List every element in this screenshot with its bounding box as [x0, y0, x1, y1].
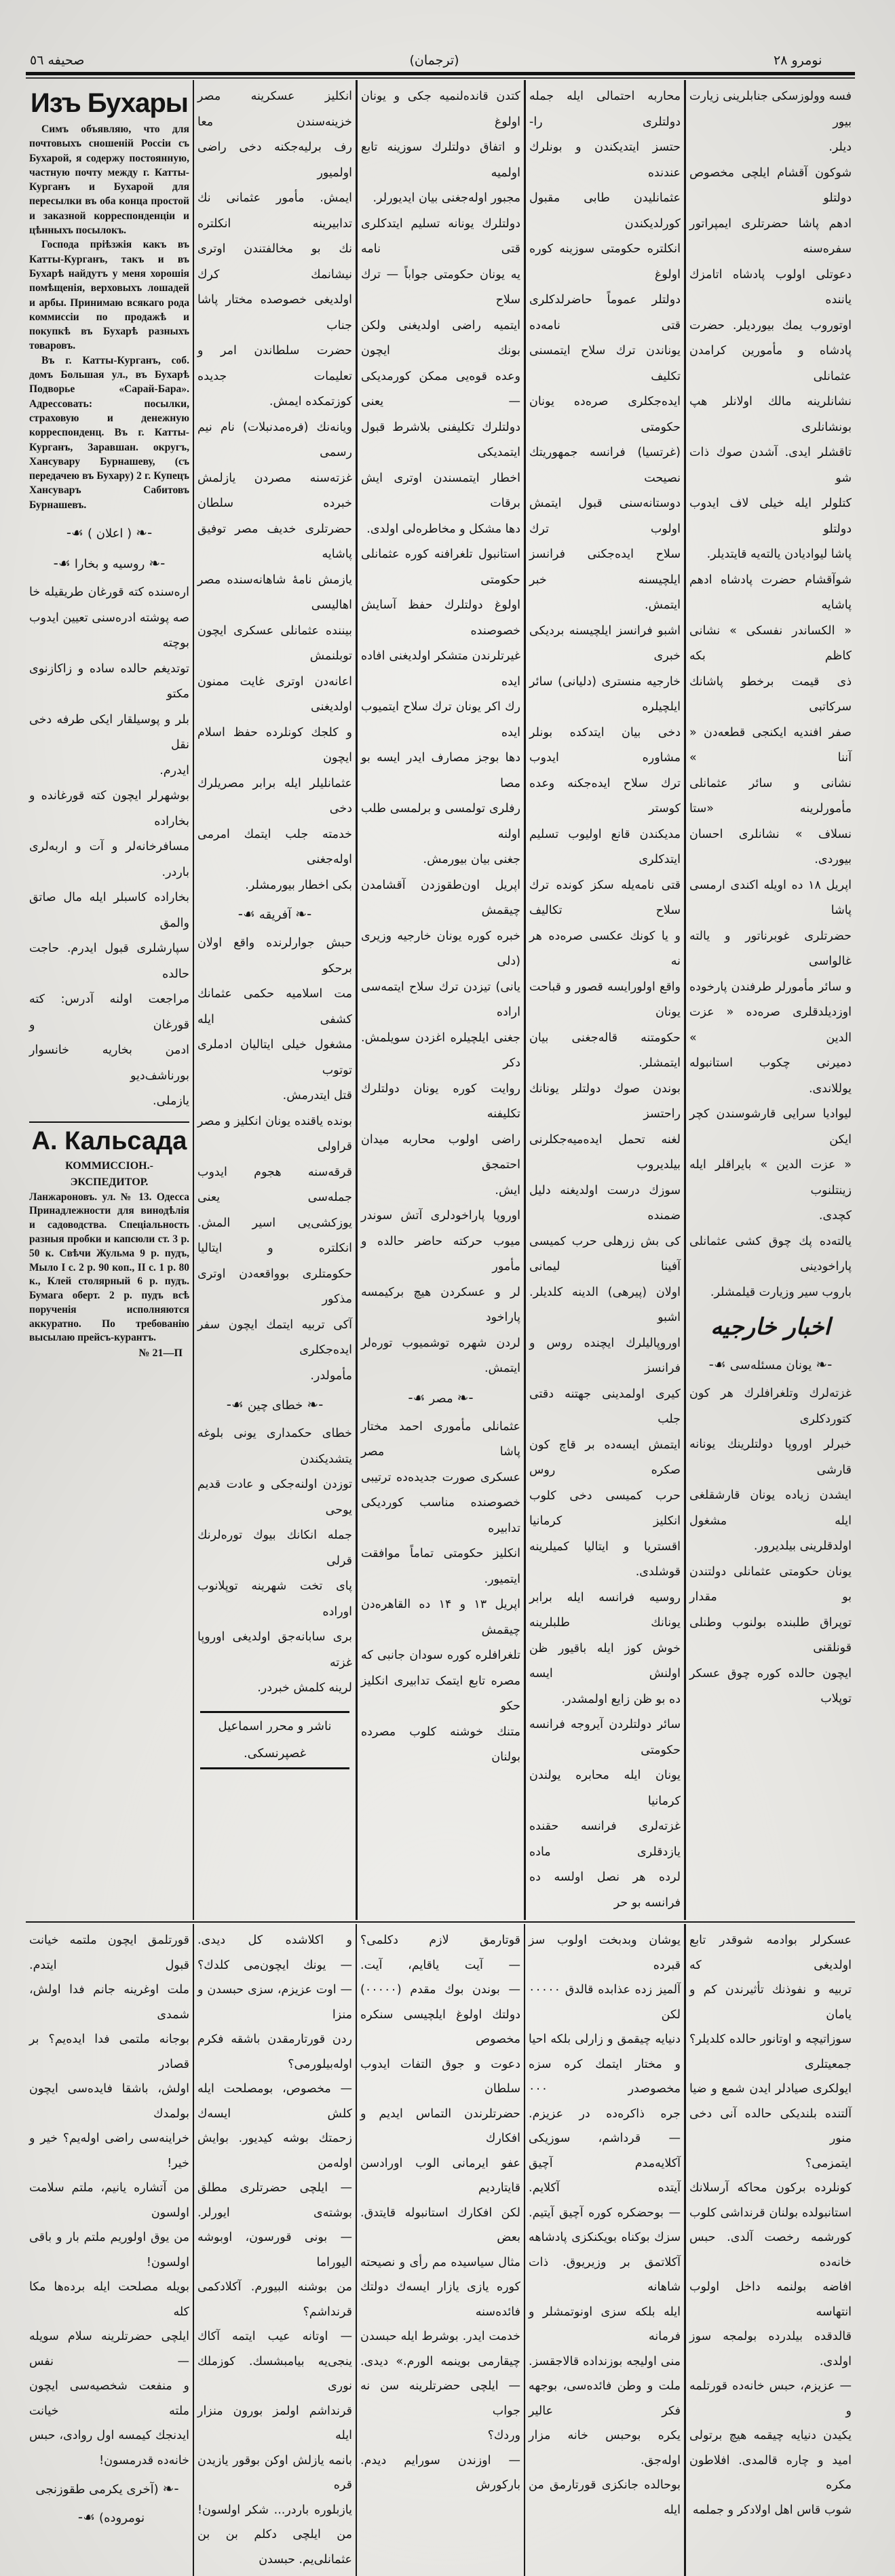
section-heading	[689, 1351, 852, 1379]
text-line: و منفعت شخصیه‌سی ایچون ملته خیانت	[29, 2379, 189, 2418]
column-3-upper	[356, 80, 524, 1920]
text-line: امید و چاره قالمدی. افلاطون مکره	[689, 2453, 852, 2492]
text-line: غیرتلرندن متشکر اولدیغنی افاده ایده	[361, 649, 520, 689]
text-line: خصوصنده مناسب کوردیکی تدابیره	[361, 1496, 520, 1535]
text-line: تربیه و نفوذنك تأثیرندن کم و یامان	[689, 1983, 852, 2022]
text-line: توزدن اولنه‌جکی و عادت قدیم یوحی	[197, 1478, 352, 1517]
russia-bukhara-ad	[29, 519, 189, 1115]
text-line: ایتمش ایسه‌ده بر قاچ کون صکره روس	[529, 1438, 681, 1477]
text-line: پادشاه و مأمورین کرامدن عثمانلی	[689, 344, 852, 383]
section-heading-text: یونان مسئله‌سی	[729, 1358, 812, 1372]
text-line: پاشا لیوادیادن یالته‌یه قایتدیلر.	[706, 547, 852, 561]
text-line: یالته‌ده پك چوق کشی عثمانلی پاراخودینی	[689, 1234, 852, 1273]
text-line: خدمته جلب ایتمك امرمی اوله‌جغنی	[197, 827, 352, 866]
text-line: قرقه‌سنه هجوم ایدوب جمله‌سی یعنی	[197, 1165, 352, 1204]
text-line: من آتشاره یانیم، ملتم سلامت اولسون	[29, 2181, 189, 2220]
bukhara-ad-paragraph: Въ г. Катты-Курганъ, соб. домъ Большая ул., въ Бухарѣ Подворье «Сарай-Бара». Адрессовать: посылки, страховую и денежную корреспонденц. Въ г. Катты-Курганъ, Заравшан. округъ, Хансувару Бурнашеву, (съ передачею въ Бухару) 2 г. Купецъ Хансуваръ Сабитовъ Бурнашевъ.	[29, 354, 189, 511]
text-line: ایشدن زیاده یونان قارشقلغی ایله مشغول	[689, 1488, 852, 1528]
text-line: کوره یازی یازار ایسه‌ك دولتك فائده‌سنه	[360, 2280, 520, 2319]
text-line: خراینه‌سی راضی اوله‌یم؟ خیر و خیر!	[29, 2132, 189, 2170]
section-heading-text: روسیه و بخارا	[74, 557, 145, 572]
text-line: خبره کوره یونان خارجیه وزیری (دلی	[361, 929, 520, 968]
text-line: رف برلیه‌جکنه دخی راضی اولمیور	[197, 140, 352, 180]
text-line: متنك خوشنه کلوب مصرده بولنان	[361, 1725, 520, 1764]
text-line: — مخصوص، بومصلحت ایله کلش ایسه‌ك	[197, 2082, 352, 2121]
text-line: — اوت عزیزم، سزی حبسدن و منزا	[197, 1983, 352, 2022]
text-line: دها بوجز مصارف ایدر ایسه بو مصا	[361, 751, 520, 790]
text-line: اولوغ دولتلرك حفظ آسایش خصوصنده	[361, 598, 520, 638]
text-line: من بوشنه البیورم. آکلادکمی قرنداشم؟	[197, 2280, 352, 2319]
text-line: (غرتسیا) فرانسه جمهوریتك نصیحت	[529, 446, 681, 485]
text-line: جره ذاکره‌ده در عزیزم.	[529, 2107, 681, 2121]
text-line: دها مشکل و مخاطره‌لی اولدی.	[366, 522, 520, 536]
ornament-icon: -❧	[816, 1356, 833, 1372]
section-heading-text: خطای چین	[247, 1398, 303, 1412]
text-line: من یوق اولوریم ملتم بار و باقی اولسون!	[29, 2231, 189, 2269]
text-line: روایت کوره یونان دولتلرك تکلیفنه	[361, 1081, 520, 1121]
bukhara-ad-paragraph: Симъ объявляю, что для почтовыхъ сношеній Россіи съ Бухарой, я содержу постоянную, частную почту между г. Катты-Курганъ и Бухарой для пересылки въ оба конца простой и заказной корреспонденціи и цѣнныхъ посылокъ.	[29, 123, 189, 237]
text-line: ینجی‌یه بیامبشسك. کوزملك نوری	[197, 2354, 352, 2393]
column-1-upper	[26, 80, 193, 1920]
text-line: مسافرخانه‌لر و آت و اربه‌لری باردر.	[29, 840, 189, 879]
text-line: ایمش. مأمور عثمانی نك تدابیرینه انکلتره	[197, 191, 352, 231]
text-line: عفو ایرمانی الوب اورادسن قایتاردیم	[360, 2156, 520, 2195]
text-line: بخاراده کاسبلر ایله مال صاتق والمق	[29, 891, 189, 930]
bukhara-ad-body	[29, 122, 189, 512]
ornament-icon: -❧	[149, 555, 166, 572]
text-line: تاقشلر ایدی. آشدن صوك ذات شو	[689, 446, 852, 485]
text-line: حکومتلری بوواقعه‌دن اوتری مذکور	[197, 1267, 352, 1306]
text-line: — بوحضکره کوره آچیق آیتیم.	[529, 2206, 681, 2220]
text-line: استانبولده بولنان قرنداشی کلوب	[689, 2206, 852, 2220]
column-5-upper	[684, 80, 855, 1920]
page-number: صحیفه ٥٦	[30, 53, 85, 68]
text-line: دولتلر عموماً حاضرلدکلری قتی نامه‌ده	[529, 293, 681, 332]
section-heading	[29, 2475, 189, 2532]
text-line: اشبو فرانسز ایلچیسنه بردیکی خبری	[529, 623, 681, 663]
text-line: سپارشلری قبول ایدرم. حاجت حالده	[29, 942, 189, 981]
column-2-upper	[193, 80, 356, 1920]
ornament-icon: ☙-	[708, 1356, 726, 1372]
text-line: کورشمه رخصت آلدی. حبس خانه‌ده	[689, 2231, 852, 2269]
issue-number: نومرو ٢٨	[774, 53, 822, 68]
text-line: لرده هر نصل اولسه ده فرانسه بو حر	[529, 1870, 681, 1910]
text-line: اپریل ۱۸ ده اویله اکندی ارمسی پاشا	[689, 878, 852, 917]
text-line: یانی) تیزدن ترك سلاح ایتمه‌سی اراده	[361, 980, 520, 1019]
text-line: لرینه کلمش خبردر.	[257, 1681, 352, 1695]
text-line: اعانه‌دن اوتری غایت ممنون اولدیغنی	[197, 674, 352, 714]
text-line: و اتفاق دولتلرك سوزینه تابع اولمیه	[361, 140, 520, 180]
text-line: صه پوشته ادره‌سنی تعیین ایدوب بوچته	[29, 611, 189, 651]
text-line: یونان ایله محابره یولندن کرمانیا	[529, 1769, 681, 1808]
text-line: کچدی.	[818, 1209, 852, 1223]
text-line: عثمانلیدن طابی مقبول کورلدیکندن	[529, 191, 681, 231]
text-line: ایولکری صیادلر ایدن شمع و ضیا	[689, 2082, 852, 2096]
text-line: بکی اخطار بیورمشلر.	[245, 878, 352, 892]
text-line: اولدیغی خصوصده مختار پاشا جناب	[197, 293, 352, 332]
text-line: یازمش نامهٔ شاهانه‌سنده مصر اهالیسی	[197, 573, 352, 612]
text-line: کیری اولمدینی جهتنه دقتی جلب	[529, 1387, 681, 1426]
text-line: — ایلچی حضرتلری مطلق بوشته‌ی ایورلر.	[197, 2181, 352, 2220]
text-line: دعوت و جوق التفات ایدوب سلطان	[360, 2057, 520, 2096]
text-line: ردن قورتارمقدن باشقه فکرم اوله‌بیلورمی؟	[197, 2033, 352, 2071]
newspaper-title: (ترجمان)	[409, 53, 459, 68]
text-line: وعده قوه‌یی ممکن کورمدیکی — یعنی	[361, 369, 520, 408]
text-line: بوجانه ملتمی فدا ایده‌یم؟ بر قصادر	[29, 2033, 189, 2071]
ornament-icon: ☙-	[237, 906, 255, 922]
text-line: چیقارمی بوینمه الورم.» دیدی.	[360, 2354, 520, 2368]
text-line: یازبلوره باردر... شکر اولسون!	[197, 2503, 352, 2517]
text-line: دیلر.	[829, 140, 852, 154]
text-line: بلر و پوسیلقار ایکی طرفه دخی نقل	[29, 712, 189, 752]
text-line: قتی نامه‌یله سکز کونده ترك سلاح تکالیف	[529, 878, 681, 917]
column-3-lower	[356, 1924, 524, 2576]
ornament-icon: ☙-	[53, 555, 71, 572]
text-line: خانه‌ده قدرمسون!	[99, 2453, 189, 2467]
kalsada-ad-subtitle: КОММИССІОН.-ЭКСПЕДИТОР.	[65, 1159, 153, 1188]
text-line: ده بو ظن زایع اولمشدر.	[561, 1692, 681, 1706]
text-line: ادهم پاشا حضرتلری ایمپراتور سفره‌سنه	[689, 216, 852, 256]
text-line: توپراق طلبنده بولنوب وطنلی قونلقنی	[689, 1615, 852, 1655]
text-line: کتلولر ایله خیلی لاف ایدوب دولتلو	[689, 497, 852, 536]
lower-section	[26, 1924, 855, 2576]
text-line: ویانه‌نك (فره‌مدنبلات) نام نیم رسمی	[197, 420, 352, 459]
text-line: حضرتلری غوبرناتور و یالته غالواسی	[689, 929, 852, 968]
text-line: حبش جوارلرنده واقع اولان برحکو	[197, 936, 352, 976]
text-line: ایده‌جکلری صره‌ده یونان حکومتی	[529, 395, 681, 434]
text-line: دوستانه‌سنی قبول ایتمش اولوب ترك	[529, 497, 681, 536]
text-line: بویله مصلحت ایله برده‌ها مکا کله	[29, 2280, 189, 2319]
section-heading	[197, 900, 352, 929]
text-line: بوحالده جانکزی قورتارمق من ایله	[529, 2478, 681, 2517]
text-line: اوروپالیلرك ایچنده روس و فرانسز	[529, 1336, 681, 1375]
page-sheet	[26, 80, 855, 2576]
text-line: غزته‌سنه مصردن یازلمش خبرده سلطان	[197, 471, 352, 510]
text-line: خوش کوز ایله باقیور ظن اولنش ایسه	[529, 1641, 681, 1680]
text-line: ترك سلاح ایده‌جکنه وعده کوستر	[529, 776, 681, 815]
text-line: ملت اوغرینه جانم فدا اولش، شمدی	[29, 1983, 189, 2022]
text-line: لر و عسکردن هیچ برکیمسه پاراخود	[361, 1285, 520, 1324]
text-line: خدمت ایدر. بوشرط ایله حبسدن	[360, 2330, 520, 2343]
section-heading	[361, 1384, 520, 1412]
text-line: انکلتره حکومتی سوزینه کوره اولوغ	[529, 242, 681, 282]
text-line: حتسز ایتدیکندن و بونلرك عندنده	[529, 140, 681, 180]
text-line: سوزاتیچه و اوتانور حالده کلدیلر؟ جمعیتلری	[689, 2033, 852, 2071]
text-line: جغنی بیان بیورمش.	[423, 853, 520, 866]
text-line: یازملی.	[153, 1094, 189, 1109]
text-line: یکره بوحبس خانه مزار اوله‌جق.	[529, 2429, 681, 2467]
text-line: انکلیز حکومتی تماماً موافقت ایتمیور.	[361, 1547, 520, 1586]
section-heading	[29, 519, 189, 547]
text-line: رك اکر یونان ترك سلاح ایتمیوب ایده	[361, 700, 520, 739]
text-line: ایش.	[495, 1183, 520, 1197]
text-line: اپریل اون‌طقوزدن آقشامدن چیقمش	[361, 878, 520, 917]
text-line: شوآقشام حضرت پادشاه ادهم پاشایه	[689, 573, 852, 612]
text-line: یه یونان حکومتی جواباً — ترك سلاح	[361, 267, 520, 307]
upper-section	[26, 80, 855, 1920]
text-line: جغنی ایلچیلره اغزدن سویلمش. دکر	[361, 1031, 520, 1070]
text-line: فسه وولوزسکی جنابلرینی زیارت بیور	[689, 90, 852, 129]
text-line: ایله بلکه سزی اونوتمشلر و فرمانه	[529, 2305, 681, 2343]
text-line: شوب قاس اهل اولادکر و جملمه	[692, 2503, 852, 2517]
text-line: اخطار ایتمسندن اوتری ایش برقات	[361, 471, 520, 510]
text-line: ایدرم.	[159, 763, 189, 777]
text-line: حرب کمیسی دخی کلوب انکلیز کرمانیا	[529, 1488, 681, 1528]
column-4-upper	[524, 80, 684, 1920]
text-line: من ایلچی دکلم بن بن عثمانلی‌یم. حبسدن	[197, 2528, 352, 2567]
section-heading-text: آفریقه	[259, 908, 292, 922]
text-line: لغنه تحمل ایده‌میه‌جکلرنی بیلدیروب	[529, 1132, 681, 1172]
column-4-lower	[524, 1924, 684, 2576]
text-line: ایتمش.	[644, 598, 681, 612]
text-line: آکلاتمق بر وزیریوق. ذات شاهانه	[529, 2255, 681, 2294]
text-line: اره‌سنده کته قورغان طریقیله خا	[29, 585, 189, 600]
text-line: بیننده عثمانلی عسکری ایچون توبلنمش	[197, 623, 352, 663]
text-line: خارجیه منستری (دلیانی) سائر ایلچیلره	[529, 674, 681, 714]
text-line: « عزت الدین » بایراقلر ایله زینتلنوب	[689, 1158, 852, 1197]
header-rule-thin	[26, 77, 855, 79]
publisher-imprint: ناشر و محرر اسماعیل غصپرنسکی.	[200, 1711, 349, 1769]
ornament-icon: ☙-	[226, 1396, 244, 1412]
text-line: قوتارمق لازم دکلمی؟	[360, 1934, 520, 1947]
text-line: وردك؟	[487, 2429, 520, 2442]
text-line: محاربه احتمالی ایله جمله دولتلری را-	[529, 90, 681, 129]
text-line: و کلجك کونلرده حفظ اسلام ایچون	[197, 725, 352, 765]
text-line: قتل ایتدرمش.	[282, 1089, 352, 1102]
text-line: بانمه یازلش اوکن بوقور یازیدن قره	[197, 2453, 352, 2492]
text-line: صفر افندیه ایکنجی قطعه‌دن « آننا »	[689, 725, 852, 765]
text-line: تلغرافلره کوره سودان جانبی که	[361, 1649, 520, 1662]
text-line: نسلاف » نشانلری احسان بیوردی.	[689, 827, 852, 866]
text-line: آلتنده بلندیکی حالده آنی دخی منور	[689, 2107, 852, 2145]
text-line: غزته‌لرك وتلغرافلرك هر کون کتوردکلری	[689, 1387, 852, 1426]
text-line: بوندن صوك دولتلر یونانك راحتسز	[529, 1081, 681, 1121]
text-line: نك بو مخالفتندن اوتری نیشانمك کرك	[197, 242, 352, 282]
text-line: سلاح ایده‌جکنی فرانسز ایلچیسنه خبر	[529, 547, 681, 587]
ornament-icon: -❧	[307, 1396, 324, 1412]
text-line: مجبور اوله‌جغنی بیان ایدیورلر.	[373, 191, 520, 205]
text-line: و یا کونك عکسی صره‌ده هر نه	[529, 929, 681, 968]
text-line: — قرداشم، سوزیکی آکلایه‌مدم آچیق	[529, 2132, 681, 2170]
text-line: — اوزندن سورایم دیدم. بارکورش	[360, 2453, 520, 2492]
text-line: دولتلرك یونانه تسلیم ایتدکلری قتی نامه	[361, 216, 520, 256]
text-line: روسیه فرانسه ایله برابر یونانك طلبلرینه	[529, 1590, 681, 1630]
ornament-icon: ☙-	[408, 1389, 425, 1406]
text-line: — اوتانه عیب ایتمه آکاك	[197, 2330, 352, 2343]
text-line: دنیایه چیقمق و زارلی بلکه احیا	[529, 2033, 681, 2046]
text-line: ایچون حالده کوره چوق عسکر توپلاب	[689, 1666, 852, 1706]
text-line: — بونی قورسون، اوبوشه الیوراما	[197, 2231, 352, 2269]
text-line: مت اسلامیه حکمی عثمانك کشفی ایله	[197, 987, 352, 1026]
text-line: قالدقده بیلدرده بولمجه سوز اولدی.	[689, 2330, 852, 2368]
column-2-lower	[193, 1924, 356, 2576]
text-line: دمیرنی چکوب استانبوله یوللاندی.	[689, 1056, 852, 1096]
text-line: لیوادیا سرایی قارشوسندن کچر ایکن	[689, 1107, 852, 1147]
text-line: سزك بوکناه بویکنکزی پادشاهه	[529, 2231, 681, 2244]
text-line: سوزك درست اولدیغنه دلیل ضمنده	[529, 1183, 681, 1223]
text-line: یوزکشی‌یی اسیر المش. انکلتره و ایتالیا	[197, 1216, 352, 1255]
text-line: راضی اولوب محاربه میدان احتمجق	[361, 1132, 520, 1172]
text-line: دولتك اولوغ ایلچیسی سنکره مخصوص	[360, 2007, 520, 2046]
text-line: توتدیغم حالده ساده و زاکازنوی مکتو	[29, 661, 189, 701]
ornament-icon: -❧	[136, 524, 153, 541]
text-line: یکیدن دنیایه چیقمه هیچ برتولی	[689, 2429, 852, 2442]
text-line: کوزتمکده ایمش.	[269, 395, 352, 408]
bukhara-ad-title: Изъ Бухары	[31, 88, 188, 118]
text-line: اوزدیلدقلری صره‌ده « عزت الدین »	[689, 1005, 852, 1045]
text-line: مثال سیاسیده مم رأی و نصیحته	[360, 2255, 520, 2269]
text-line: غزته‌لری فرانسه حقنده یازدقلری ماده	[529, 1820, 681, 1859]
text-line: — عزیزم، حبس خانه‌ده قورتلمه و	[689, 2379, 852, 2418]
text-line: — آیت یاقایم، آیت.	[360, 1958, 520, 1972]
text-line: قورتلمق ایچون ملتمه خیانت قبول ایتدم.	[29, 1934, 189, 1972]
text-line: ادمن بخاریه خانسوار بورناشف‌دیو	[29, 1043, 189, 1083]
text-line: مراجعت اولنه آدرس: کته قورغان و	[29, 993, 189, 1032]
text-line: بری سابانه‌جق اولدیغی اوروپا غزته	[197, 1630, 352, 1670]
text-line: منی اولیجه بوزنداده قالاجقسز.	[529, 2354, 681, 2368]
text-line: حضرتلرندن التماس ایدیم و افکارك	[360, 2107, 520, 2145]
text-line: عثمانلی مأموری احمد مختار پاشا مصر	[361, 1419, 520, 1459]
text-line: باروب سیر وزیارت قیلمشلر.	[710, 1285, 852, 1299]
text-line: بونده یاقنده یونان انکلیز و مصر قراولی	[197, 1114, 352, 1153]
text-line: اولدقلرینی بیلدیرور.	[753, 1539, 852, 1553]
text-line: نشانلرینه مالك اولانلر هپ بونشانلری	[689, 395, 852, 434]
text-line: ایلچی حضرتلرینه سلام سویله — نفس	[29, 2330, 189, 2368]
text-line: یوناندن ترك سلاح ایتمسنی تکلیف	[529, 344, 681, 383]
ornament-icon: ☙-	[66, 524, 83, 541]
bukhara-ad-paragraph: Господа пріѣзжія какъ въ Катты-Курганъ, такъ и въ Бухарѣ найдутъ у меня хорошія помѣщенія, верховыхъ лошадей и арбы. Принимаю всякаго рода коммиссіи по продажѣ и покупкѣ въ Бухарѣ разныхъ товаровъ.	[29, 239, 189, 352]
text-line: — یونك ایچون‌می کلدك؟	[197, 1958, 352, 1972]
text-line: لکن افکارك استانبوله قایتدق. بعض	[360, 2206, 520, 2244]
text-line: ایدنجك کیمسه اول روادی، حبس	[29, 2429, 189, 2442]
text-line: نشانی و سائر عثمانلی مأمورلرینه «ستا	[689, 776, 852, 815]
text-line: شوکون آقشام ایلچی مخصوص دولتلو	[689, 166, 852, 205]
text-line: و سائر مأمورلر طرفندن پارخوده	[689, 980, 852, 994]
text-line: دولتلرك تکلیفنی بلاشرط قبول ایتمدیکی	[361, 420, 520, 459]
text-line: کی بش زرهلی حرب کمیسی آفینا لیمانی	[529, 1234, 681, 1273]
text-line: پای تخت شهرینه توپلانوب اوراده	[197, 1579, 352, 1619]
section-heading	[197, 1391, 352, 1419]
column-1-lower	[26, 1924, 193, 2576]
text-line: عسکری صورت جدیده‌ده ترتیبی	[361, 1470, 520, 1484]
text-line: مشغول خیلی ایتالیان ادملری توتوب	[197, 1038, 352, 1077]
text-line: « الکساندر نفسکی » نشانی کاظم بکه	[689, 623, 852, 663]
text-line: انکلیز عسکرینه مصر خزینه‌سندن معا	[197, 90, 352, 129]
text-line: عثمانلیلر ایله برابر مصریلرك دخی	[197, 776, 352, 815]
ornament-icon: -❧	[162, 2480, 179, 2497]
text-line: خبرلر اوروپا دولتلرینك یونانه قارشی	[689, 1438, 852, 1477]
text-line: میوب حرکته حاضر حالده و مأمور	[361, 1234, 520, 1273]
text-line: اولش، باشقا فایده‌سی ایچون بولمدك	[29, 2082, 189, 2121]
text-line: آکی تربیه ایتمك ایچون سفر ایده‌جکلری	[197, 1318, 352, 1357]
text-line: اولان (پیرهی) الدینه کلدیلر. اشبو	[529, 1285, 681, 1324]
text-line: اپریل ۱۳ و ۱۴ ده القاهره‌دن چیقمش	[361, 1598, 521, 1637]
ornament-icon: ☙-	[77, 2509, 96, 2525]
column-5-lower	[684, 1924, 855, 2576]
text-line: جمله انکانك بیوك توره‌لرنك قرلی	[197, 1529, 352, 1568]
text-line: واقع اولورایسه قصور و قباحت یونان	[529, 980, 681, 1019]
section-divider	[26, 1921, 855, 1923]
text-line: حضرتلری خدیف مصر توفیق پاشایه	[197, 522, 352, 561]
text-line: خطای حکمداری یونی بلوغه یتشدیکندن	[197, 1427, 352, 1466]
text-line: کتدن قانده‌لنمیه جکی و یونان اولوغ	[361, 90, 520, 129]
ornament-icon: -❧	[295, 906, 312, 922]
text-line: زحمتك بوشه کیدیور. بوایش اوله‌من	[197, 2132, 352, 2170]
text-line: مأمولدر.	[310, 1368, 352, 1383]
text-line: — ایلچی حضرتلرینه سن نه جواب	[360, 2379, 520, 2418]
text-line: اوتوروب یمك بیوردیلر. حضرت	[689, 318, 852, 332]
text-line: و مختار ایتمك کره سزه مخصوصدر ۰۰۰	[529, 2057, 681, 2096]
text-line: ایتمزمی؟	[805, 2156, 852, 2170]
text-line: افاضه بولنمه داخل اولوب انتهاسه	[689, 2280, 852, 2319]
text-line: رفلری تولمسی و برلمسی طلب اولنه	[361, 802, 520, 841]
text-line: ذی قیمت برخطو پاشانك سرکاتبی	[689, 674, 852, 714]
kalsada-ad-body: Ланжароновъ. ул. № 13. Одесса Принадлежности для винодѣлія и садоводства. Спеціальность разныя пробки и капсюли ст. 3 р. 50 к. Свѣчи Жульма 9 р. пудъ, Мыло I с. 2 р. 90 коп., II с. 1 р. 80 к., Клей столярный 6 р. пудъ. Бумага оберт. 2 р. пудъ всѣ порученія исполняются аккуратно. По требованію высылаю прейсъ-курантъ.	[29, 1191, 189, 1344]
foreign-news-title: اخبار خارجیه	[710, 1313, 831, 1341]
text-line: اوروپا پاراخودلری آتش سوندر	[361, 1209, 520, 1223]
section-heading-text: ( اعلان )	[87, 526, 132, 541]
kalsada-ad-name: А. Кальсада	[31, 1126, 187, 1155]
section-heading-text: مصر	[429, 1391, 453, 1406]
text-line: — بوندن بوك مقدم (۰۰۰۰۰)	[360, 1983, 520, 1997]
text-line: و اکلاشده کل دیدی.	[197, 1934, 352, 1947]
text-line: لردن شهره توشمیوب توره‌لر ایتمش.	[361, 1336, 520, 1375]
text-line: حضرت سلطاندن امر و تعلیمات جدیده	[197, 344, 352, 383]
text-line: آیتده آکلایم.	[529, 2181, 681, 2195]
text-line: ملت و وطن فائده‌سی، بوجهه فکر عالیر	[529, 2379, 681, 2418]
text-line: مصره تابع ایتمک تدابیری انکلیز حکو	[361, 1674, 520, 1713]
text-line: کونلرده برکون محاکه آرسلانك	[689, 2181, 852, 2195]
ornament-icon: -❧	[457, 1389, 474, 1406]
text-line: سائر دولتلردن آیروجه فرانسه حکومتی	[529, 1718, 681, 1757]
text-line: دعوتلی اولوب پادشاه اتامزك یاننده	[689, 267, 852, 307]
text-line: استانبول تلغرافنه کوره عثمانلی حکومتی	[361, 547, 520, 587]
text-line: قرنداشم اولمز بورون منزار ایله	[197, 2404, 352, 2442]
text-line: ایتمیه راضی اولدیغنی ولکن بونك ایچون	[361, 318, 520, 358]
header-rule	[26, 72, 855, 75]
kalsada-ad-number: № 21—П	[138, 1347, 183, 1360]
section-heading	[29, 550, 189, 578]
text-line: عسکرلر بوادمه شوقدر تابع اولدیغی که	[689, 1934, 852, 1972]
text-line: مدیکندن قانع اولیوب تسلیم ایتدکلری	[529, 827, 681, 866]
section-heading-text: (آخری یکرمی طقوزنجی نومروده)	[35, 2482, 159, 2525]
text-line: بوشهرلر ایچون کته قورغانده و بخاراده	[29, 789, 189, 828]
kalsada-ad	[29, 1121, 189, 1362]
text-line: یونان حکومتی عثمانلی دولتندن بو مقدار	[689, 1564, 852, 1604]
text-line: اقستریا و ایتالیا کمیلرینه قوشلدی.	[529, 1539, 681, 1579]
text-line: حکومتنه قاله‌جغنی بیان ایتمشلر.	[529, 1031, 681, 1070]
text-line: یوشان وبدبخت اولوب سز قبرده	[529, 1934, 681, 1972]
text-line: دخی بیان ایتدکده بونلر مشاوره ایدوب	[529, 725, 681, 765]
text-line: آلمیز زده عذابده قالدق ۰۰۰۰۰ لکن	[529, 1983, 681, 2022]
